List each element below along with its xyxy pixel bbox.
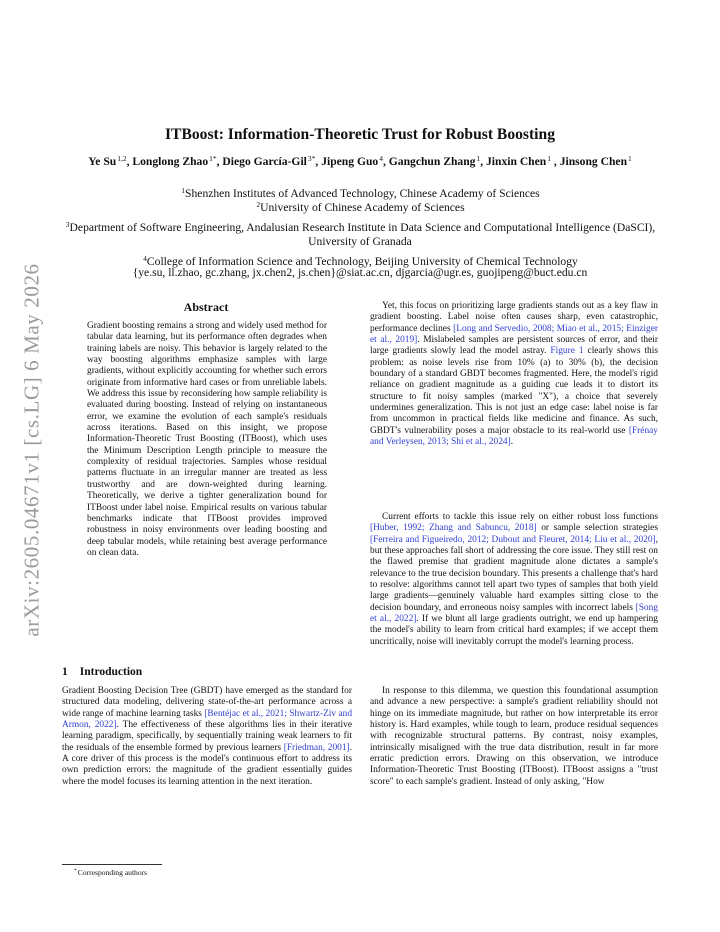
citation-link[interactable]: [Song et al., 2022] bbox=[370, 602, 658, 625]
affiliation-2: $^2$University of Chinese Academy of Sciences bbox=[256, 200, 465, 214]
author-affiliation-mark: 4 bbox=[379, 154, 383, 163]
author-name: Gangchun Zhang bbox=[388, 155, 476, 168]
section-heading-introduction bbox=[62, 666, 142, 678]
abstract-text: Gradient boosting remains a strong and widely used method for tabular data learning, but its performance often degrades when training labels are noisy. This behavior is largely related to the way boosting algorithms emphasize samples with large gradients, without explicitly accounting for whether such errors originate from informative hard cases or from unreliable labels. We address this issue by reconsidering how sample reliability is evaluated during boosting. Instead of relying on instantaneous error, we examine the evolution of each sample's residuals across iterations. Based on this insight, we propose Information-Theoretic Trust Boosting (ITBoost), which uses the Minimum Description Length principle to measure the complexity of residual trajectories. Samples whose residual patterns fluctuate in an irregular manner are treated as less trustworthy and are down-weighted during learning. Theoretically, we derive a tighter generalization bound for ITBoost under label noise. Empirical results on various tabular benchmarks indicate that ITBoost provides improved robustness in noisy environments over leading boosting and deep tabular models, while retaining best average performance on clean data. bbox=[87, 321, 327, 558]
paragraph-text: Current efforts to tackle this issue rely on either robust loss functions bbox=[382, 512, 658, 522]
footnote: *Corresponding authors bbox=[74, 868, 148, 877]
author-name: Jinxin Chen bbox=[485, 155, 547, 168]
abstract-heading: Abstract bbox=[183, 300, 229, 314]
intro-paragraph-2 bbox=[370, 301, 658, 448]
arxiv-identifier: arXiv:2605.04671v1 [cs.LG] 6 May 2026 bbox=[19, 263, 44, 637]
paragraph-text: or sample selection strategies bbox=[536, 523, 658, 534]
paragraph-text: Gradient Boosting Decision Tree (GBDT) have emerged as the standard for structured data modeling, delivering state-of-the-art performance across a wide range of machine learning tasks bbox=[62, 686, 352, 719]
paragraph-text: In response to this dilemma, we question this foundational assumption and advance a new perspective: a sample's gradient reliability should not hinge on its immediate magnitude, but rather on how interpretable its error history is. Hard examples, while tough to learn, produce residual sequences with recognizable structural patterns. By contrast, noisy examples, intrinsically misaligned with the true data distribution, result in far more erratic prediction errors. Drawing on this observation, we introduce Information-Theoretic Trust Boosting (ITBoost). ITBoost assigns a "trust score" to each sample's gradient. Instead of only asking, "How bbox=[370, 686, 658, 787]
author-affiliation-mark: 1 bbox=[628, 154, 632, 163]
author-emails: {ye.su, ll.zhao, gc.zhang, jx.chen2, js.chen}@siat.ac.cn, djgarcia@ugr.es, guojipeng@buct.edu.cn bbox=[132, 266, 588, 279]
section-title: Introduction bbox=[79, 666, 143, 678]
author-affiliation-mark: 1,2 bbox=[117, 154, 127, 163]
paragraph-text: , but these approaches fall short of addressing the core issue. They still rest on the flawed premise that gradient magnitude alone dictates a sample's relevance to the true decision boundary. This presents a challenge that's hard to resolve: algorithms cannot tell apart two types of samples that both yield large gradients—genuinely valuable hard examples sitting close to the decision boundary, and erroneous noisy samples with incorrect labels bbox=[370, 534, 658, 613]
author-affiliation-mark: 1 bbox=[547, 154, 551, 163]
citation-link[interactable]: Figure 1 bbox=[550, 346, 584, 357]
citation-link[interactable]: [Ferreira and Figueiredo, 2012; Dubout and Fleuret, 2014; Liu et al., 2020] bbox=[370, 534, 656, 545]
section-number: 1 bbox=[62, 666, 68, 678]
paragraph-text: clearly shows this problem: as noise levels rise from 10% (a) to 30% (b), the decision boundary of a standard GBDT becomes fragmented. Here, the model's rigid reliance on gradient magnitude as a guiding cue leads it to distort its structure to fit noisy samples (marked "X"), a choice that severely undermines generalization. This is not just an edge case: label noise is far from uncommon in practical fields like medicine and finance. As such, GBDT's vulnerability poses a major obstacle to its real-world use bbox=[370, 346, 658, 436]
affiliation-1: $^1$Shenzhen Institutes of Advanced Technology, Chinese Academy of Sciences bbox=[181, 186, 540, 200]
citation-link[interactable]: [Friedman, 2001] bbox=[283, 742, 350, 753]
paragraph-text: . bbox=[510, 437, 514, 448]
author-affiliation-mark: 3* bbox=[307, 154, 316, 163]
citation-link[interactable]: [Huber, 1992; Zhang and Sabuncu, 2018] bbox=[370, 523, 537, 534]
arxiv-sidebar-stamp bbox=[20, 260, 44, 640]
footnote-divider bbox=[62, 864, 162, 865]
paragraph-text: . A core driver of this process is the model's continuous effort to address its own prediction errors: the magnitude of the gradient essentially guides where the model focuses its learning attention in the next iteration. bbox=[62, 742, 352, 787]
citation-link[interactable]: [Frénay and Verleysen, 2013; Shi et al., 2024] bbox=[370, 425, 658, 448]
citation-link[interactable]: [Bentéjac et al., 2021; Shwartz-Ziv and Armon, 2022] bbox=[62, 708, 353, 731]
author-list: Ye Su$^{1,2}$, Longlong Zhao$^{1*}$, Diego García-Gil$^{3*}$, Jipeng Guo$^4$, Gangchun Zhang$^1$, Jinxin Chen$^1$ , Jinsong Chen$^1$ bbox=[88, 154, 632, 168]
paper-title: ITBoost: Information-Theoretic Trust for Robust Boosting bbox=[164, 126, 555, 143]
citation-link[interactable]: [Long and Servedio, 2008; Miao et al., 2015; Einziger et al., 2019] bbox=[370, 323, 658, 346]
affiliation-4: $^4$College of Information Science and Technology, Beijing University of Chemical Technology bbox=[143, 254, 578, 268]
paragraph-text: . If we blunt all large gradients outright, we end up hampering the model's ability to learn from critical hard examples; if we accept them uncritically, noise will inevitably corrupt the model's learning process. bbox=[370, 614, 658, 647]
intro-paragraph-3 bbox=[370, 512, 658, 648]
author-name: Jinsong Chen bbox=[559, 155, 628, 168]
author-name: Jipeng Guo bbox=[321, 155, 379, 168]
author-name: Longlong Zhao bbox=[132, 155, 209, 168]
author-name: Ye Su bbox=[88, 155, 117, 168]
paragraph-text: . Mislabeled samples are persistent sources of error, and their large gradients slowly lead the model astray. bbox=[370, 335, 659, 357]
intro-paragraph-4 bbox=[370, 686, 658, 788]
author-affiliation-mark: 1* bbox=[209, 154, 217, 163]
paragraph-text: . The effectiveness of these algorithms lies in their iterative learning paradigm, specifically, by sequentially training weak learners to fit the residuals of the ensemble formed by previous learners bbox=[62, 720, 352, 753]
affiliation-3: $^3$Department of Software Engineering, Andalusian Research Institute in Data Science and Computational Intelligence (DaSCI), University of Granada bbox=[65, 220, 656, 249]
intro-paragraph-1 bbox=[62, 686, 352, 788]
paragraph-text: Yet, this focus on prioritizing large gradients stands out as a key flaw in gradient boosting. Label noise often causes sharp, even catastrophic, performance declines bbox=[370, 301, 658, 334]
author-name: Diego García-Gil bbox=[222, 155, 307, 168]
author-affiliation-mark: 1 bbox=[476, 154, 481, 163]
